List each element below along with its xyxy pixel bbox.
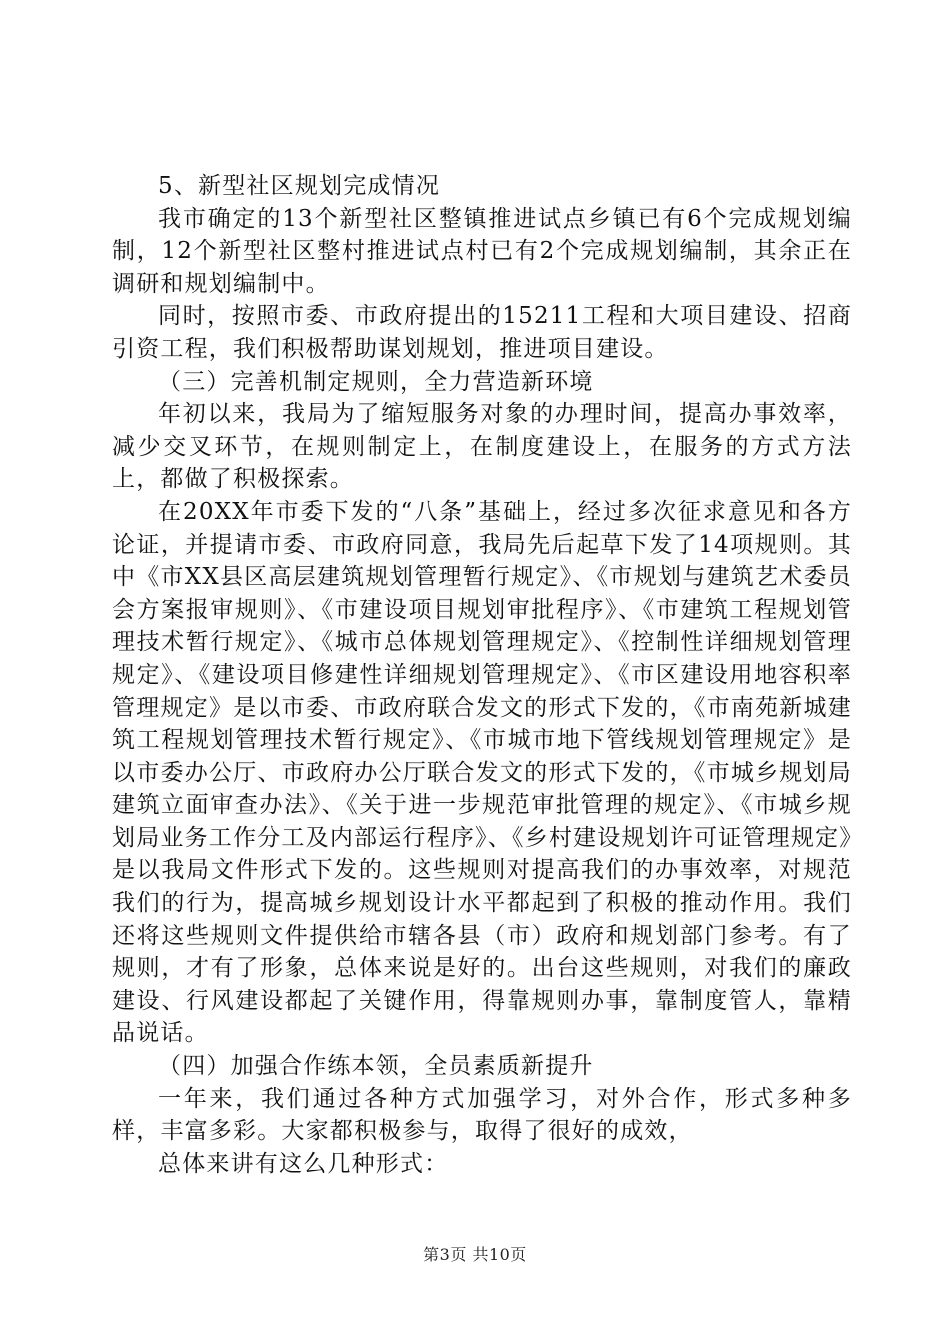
paragraph: 在20XX年市委下发的“八条”基础上，经过多次征求意见和各方论证，并提请市委、市政府同意，我局先后起草下发了14项规则。其中《市XX县区高层建筑规划管理暂行规定》、《市规划与建筑艺术委员会方案报审规则》、《市建设项目规划审批程序》、《市建筑工程规划管理技术暂行规定》、《城市总体规划管理规定》、《控制性详细规划管理规定》、《建设项目修建性详细规划管理规定》、《市区建设用地容积率管理规定》是以市委、市政府联合发文的形式下发的，《市南苑新城建筑工程规划管理技术暂行规定》、《市城市地下管线规划管理规定》是以市委办公厅、市政府办公厅联合发文的形式下发的，《市城乡规划局建筑立面审查办法》、《关于进一步规范审批管理的规定》、《市城乡规划局业务工作分工及内部运行程序》、《乡村建设规划许可证管理规定》是以我局文件形式下发的。这些规则对提高我们的办事效率，对规范我们的行为，提高城乡规划设计水平都起到了积极的推动作用。我们还将这些规则文件提供给市辖各县（市）政府和规划部门参考。有了规则，才有了形象，总体来说是好的。出台这些规则，对我们的廉政建设、行风建设都起了关键作用，得靠规则办事，靠制度管人，靠精品说话。 xyxy=(112,498,852,1047)
section-heading: （四）加强合作练本领，全员素质新提升 xyxy=(158,1053,594,1080)
page-number-footer: 第3页 共10页 xyxy=(423,1245,527,1264)
paragraph: 我市确定的13个新型社区整镇推进试点乡镇已有6个完成规划编制，12个新型社区整村推进试点村已有2个完成规划编制，其余正在调研和规划编制中。 xyxy=(112,205,852,297)
paragraph: 年初以来，我局为了缩短服务对象的办理时间，提高办事效率，减少交叉环节，在规则制定上，在制度建设上，在服务的方式方法上，都做了积极探索。 xyxy=(112,401,852,493)
document-body xyxy=(112,170,852,1180)
paragraph: 同时，按照市委、市政府提出的15211工程和大项目建设、招商引资工程，我们积极帮助谋划规划，推进项目建设。 xyxy=(112,303,852,362)
section-heading: 5、新型社区规划完成情况 xyxy=(158,173,441,199)
paragraph: 总体来讲有这么几种形式： xyxy=(158,1150,449,1177)
paragraph: 一年来，我们通过各种方式加强学习，对外合作，形式多种多样，丰富多彩。大家都积极参与，取得了很好的成效， xyxy=(112,1085,852,1145)
section-heading: （三）完善机制定规则，全力营造新环境 xyxy=(158,368,594,395)
